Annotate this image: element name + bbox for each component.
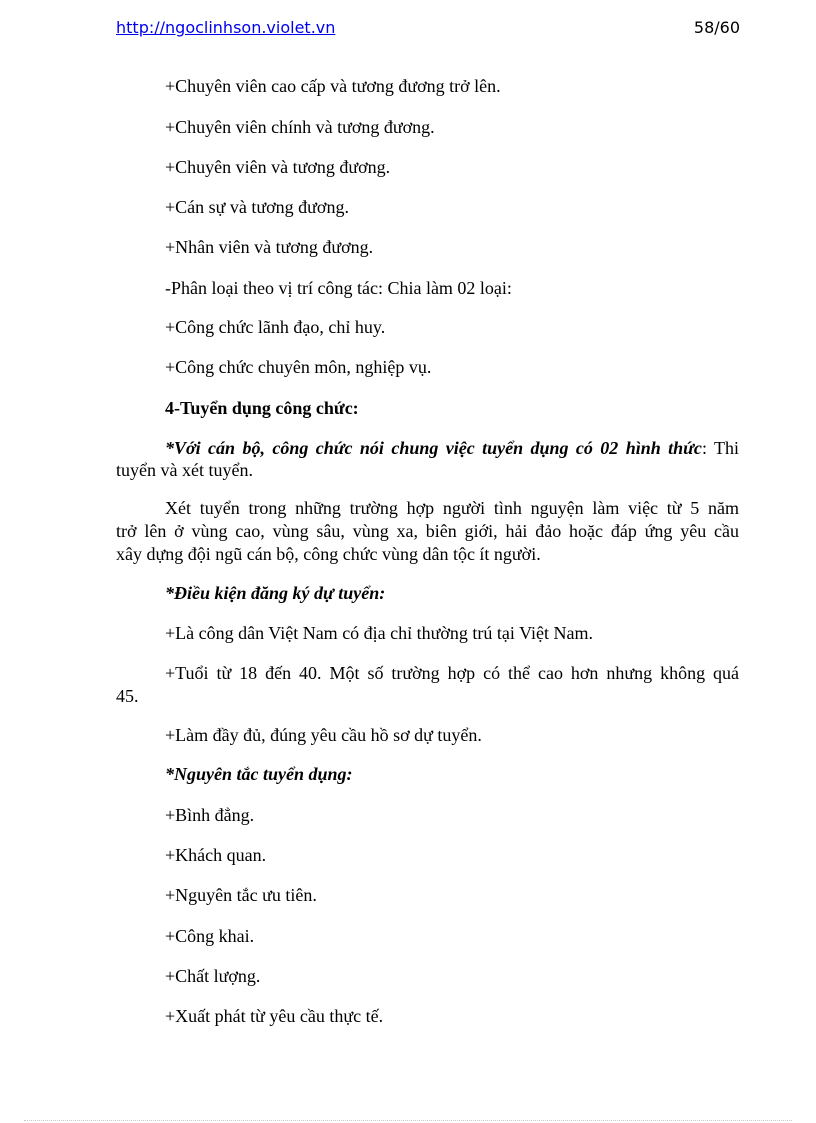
subheading-conditions: *Điều kiện đăng ký dự tuyển: (165, 583, 386, 603)
list-item: +Chất lượng. (165, 966, 261, 986)
paragraph-forms-line1 (116, 438, 739, 459)
list-item: +Bình đẳng. (165, 805, 255, 825)
paragraph-text: : Thi (701, 438, 740, 458)
list-item: +Công khai. (165, 926, 255, 946)
list-item: +Chuyên viên cao cấp và tương đương trở lên. (165, 76, 501, 96)
site-link[interactable]: http://ngoclinhson.violet.vn (116, 18, 336, 37)
page-number: 58/60 (693, 18, 740, 37)
list-item: +Nhân viên và tương đương. (165, 237, 374, 257)
list-item-age-line2: 45. (116, 686, 139, 706)
list-item: +Chuyên viên chính và tương đương. (165, 117, 435, 137)
list-item: +Làm đầy đủ, đúng yêu cầu hồ sơ dự tuyển. (165, 725, 482, 745)
paragraph-selection-line1: Xét tuyển trong những trường hợp người tình nguyện làm việc từ 5 năm (165, 498, 739, 518)
list-item: +Chuyên viên và tương đương. (165, 157, 391, 177)
list-item: +Xuất phát từ yêu cầu thực tế. (165, 1006, 384, 1026)
list-item: +Nguyên tắc ưu tiên. (165, 885, 317, 905)
list-item: +Công chức lãnh đạo, chỉ huy. (165, 317, 386, 337)
list-item: +Là công dân Việt Nam có địa chỉ thường trú tại Việt Nam. (165, 623, 593, 643)
list-item: +Công chức chuyên môn, nghiệp vụ. (165, 357, 432, 377)
paragraph-selection-line2: trở lên ở vùng cao, vùng sâu, vùng xa, biên giới, hải đảo hoặc đáp ứng yêu cầu (116, 521, 739, 541)
paragraph-selection-line3: xây dựng đội ngũ cán bộ, công chức vùng dân tộc ít người. (116, 544, 541, 564)
paragraph-forms-line2: tuyển và xét tuyển. (116, 460, 253, 480)
section-heading: 4-Tuyển dụng công chức: (165, 398, 359, 418)
paragraph-emphasis: *Với cán bộ, công chức nói chung việc tuyển dụng có 02 hình thức (165, 438, 702, 458)
list-item: +Khách quan. (165, 845, 267, 865)
page-bottom-divider (24, 1120, 792, 1121)
classification-line: -Phân loại theo vị trí công tác: Chia làm 02 loại: (165, 278, 512, 298)
subheading-principles: *Nguyên tắc tuyển dụng: (165, 764, 353, 784)
list-item-age-line1: +Tuổi từ 18 đến 40. Một số trường hợp có thể cao hơn nhưng không quá (165, 663, 739, 683)
list-item: +Cán sự và tương đương. (165, 197, 349, 217)
